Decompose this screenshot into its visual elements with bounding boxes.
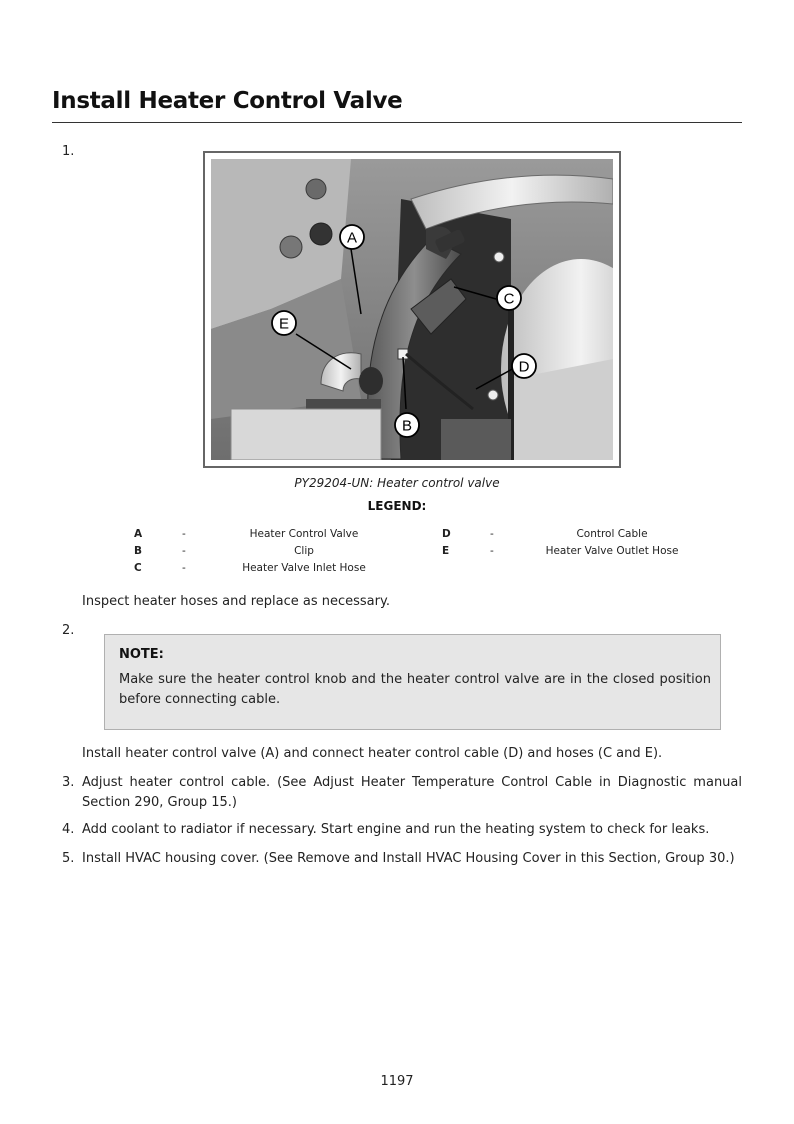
list-item-text: Adjust heater control cable. (See Adjust Heater Temperature Control Cable in Diagnostic manual Section 290, Group 15.) — [82, 775, 742, 810]
callout-b — [395, 413, 419, 437]
list-item-text: Install HVAC housing cover. (See Remove and Install HVAC Housing Cover in this Section, Group 30.) — [82, 851, 735, 866]
legend-dash: - — [490, 545, 494, 557]
heater-valve-figure — [203, 151, 621, 468]
legend-dash: - — [182, 545, 186, 557]
svg-text:E: E — [278, 315, 290, 333]
legend-dash: - — [182, 562, 186, 574]
legend-key: A — [134, 528, 143, 540]
svg-text:C: C — [503, 290, 515, 308]
install-instruction: Install heater control valve (A) and connect heater control cable (D) and hoses (C and E). — [82, 746, 663, 761]
step-1-number: 1. — [62, 144, 75, 159]
legend-key: C — [134, 562, 142, 574]
legend-dash: - — [490, 528, 494, 540]
note-label: NOTE: — [119, 647, 164, 662]
legend-title: LEGEND: — [367, 499, 427, 513]
legend-desc: Control Cable — [576, 528, 648, 540]
list-item-number: 4. — [62, 822, 75, 837]
callout-e — [272, 311, 296, 335]
bolt-hole — [310, 223, 332, 245]
title-divider — [52, 122, 742, 123]
bolt — [280, 236, 302, 258]
page-number: 1197 — [380, 1074, 414, 1089]
legend-desc: Heater Valve Inlet Hose — [242, 562, 366, 574]
page-title: Install Heater Control Valve — [52, 88, 403, 114]
legend-key: B — [134, 545, 143, 557]
callout-a — [340, 225, 364, 249]
heater-valve-illustration — [211, 159, 613, 460]
bolt — [306, 179, 326, 199]
svg-text:A: A — [346, 229, 358, 247]
list-item-text: Add coolant to radiator if necessary. Start engine and run the heating system to check for leaks. — [82, 822, 710, 837]
note-box — [104, 634, 721, 730]
legend-desc: Heater Control Valve — [249, 528, 359, 540]
svg-text:D: D — [518, 358, 530, 376]
legend-key: D — [442, 528, 451, 540]
legend-key: E — [442, 545, 450, 557]
inspect-instruction: Inspect heater hoses and replace as necessary. — [82, 594, 390, 609]
step-2-number: 2. — [62, 623, 75, 638]
svg-text:B: B — [401, 417, 413, 435]
legend-desc: Heater Valve Outlet Hose — [545, 545, 679, 557]
legend-desc: Clip — [294, 545, 314, 557]
note-text: Make sure the heater control knob and the heater control valve are in the closed position before connecting cable. — [119, 672, 711, 707]
list-item-number: 3. — [62, 775, 75, 790]
callout-d — [512, 354, 536, 378]
callout-c — [497, 286, 521, 310]
bolt — [488, 390, 498, 400]
legend-dash: - — [182, 528, 186, 540]
bolt — [494, 252, 504, 262]
figure-caption: PY29204-UN: Heater control valve — [294, 476, 500, 490]
list-item-number: 5. — [62, 851, 75, 866]
